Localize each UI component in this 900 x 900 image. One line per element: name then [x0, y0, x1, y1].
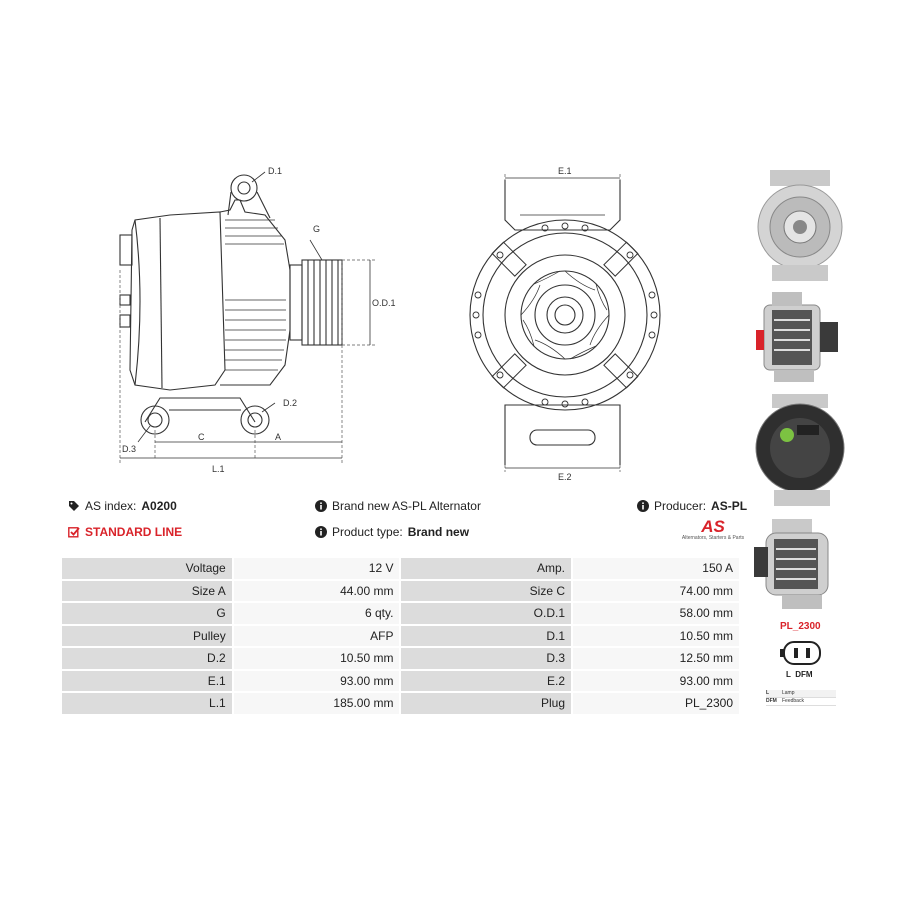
spec-value: 93.00 mm — [573, 671, 739, 692]
plug-connector-diagram — [778, 638, 826, 668]
info-icon — [315, 526, 327, 538]
product-type-value: Brand new — [407, 525, 470, 539]
as-index-label: AS index: — [85, 499, 137, 513]
spec-table — [60, 556, 741, 716]
spec-row — [62, 671, 739, 692]
product-type — [315, 525, 469, 539]
product-photo-side[interactable] — [752, 290, 848, 385]
producer-label: Producer: — [654, 499, 707, 513]
label-e2: E.2 — [558, 472, 572, 482]
label-g: G — [313, 224, 321, 234]
product-photo-rear[interactable] — [752, 390, 848, 510]
product-type-label: Product type: — [332, 525, 403, 539]
product-description — [315, 499, 481, 513]
plug-pin-desc: Lamp — [782, 690, 795, 696]
front-view-drawing — [460, 160, 680, 490]
spec-value: 6 qty. — [234, 603, 400, 624]
plug-pin-name: DFM — [766, 698, 777, 704]
plug-pin-name: L — [766, 690, 770, 696]
plug-pin-desc: Feedback — [782, 698, 804, 704]
spec-label: G — [62, 603, 232, 624]
spec-row — [62, 693, 739, 714]
spec-value: 150 A — [573, 558, 739, 579]
side-view-drawing — [100, 160, 396, 480]
plug-code: PL_2300 — [780, 621, 821, 632]
spec-label: Size C — [401, 581, 571, 602]
spec-row — [62, 558, 739, 579]
spec-value: 74.00 mm — [573, 581, 739, 602]
label-c: C — [198, 432, 205, 442]
spec-label: L.1 — [62, 693, 232, 714]
spec-value: 185.00 mm — [234, 693, 400, 714]
spec-label: Size A — [62, 581, 232, 602]
spec-row — [62, 603, 739, 624]
description-text: Brand new AS-PL Alternator — [332, 499, 481, 513]
logo-tagline: Alternators, Starters & Parts — [681, 535, 745, 541]
producer-value: AS-PL — [711, 499, 748, 513]
spec-label: D.3 — [401, 648, 571, 669]
spec-value: 12 V — [234, 558, 400, 579]
label-l1: L.1 — [212, 464, 225, 474]
checkbox-icon — [68, 526, 80, 538]
spec-row — [62, 648, 739, 669]
spec-value: 10.50 mm — [573, 626, 739, 647]
producer — [637, 499, 747, 513]
standard-line-text: STANDARD LINE — [85, 525, 183, 539]
label-e1: E.1 — [558, 166, 572, 176]
spec-label: D.1 — [401, 626, 571, 647]
spec-label: E.1 — [62, 671, 232, 692]
standard-line-badge — [68, 525, 182, 539]
as-pl-logo — [678, 518, 748, 541]
label-d2: D.2 — [283, 398, 298, 408]
spec-label: O.D.1 — [401, 603, 571, 624]
label-a: A — [275, 432, 282, 442]
spec-value: 10.50 mm — [234, 648, 400, 669]
spec-label: D.2 — [62, 648, 232, 669]
spec-value: 44.00 mm — [234, 581, 400, 602]
product-photo-angle[interactable] — [752, 515, 848, 615]
as-index — [68, 499, 177, 513]
as-index-value: A0200 — [141, 499, 177, 513]
logo-mark: AS — [701, 517, 725, 536]
info-icon — [315, 500, 327, 512]
spec-label: Plug — [401, 693, 571, 714]
spec-value: AFP — [234, 626, 400, 647]
spec-value: PL_2300 — [573, 693, 739, 714]
label-d3: D.3 — [122, 444, 137, 454]
spec-value: 58.00 mm — [573, 603, 739, 624]
info-icon — [637, 500, 649, 512]
plug-legend-row — [766, 690, 836, 698]
spec-value: 12.50 mm — [573, 648, 739, 669]
label-d1: D.1 — [268, 166, 283, 176]
spec-row — [62, 626, 739, 647]
tags-icon — [68, 500, 80, 512]
spec-label: E.2 — [401, 671, 571, 692]
spec-label: Pulley — [62, 626, 232, 647]
spec-row — [62, 581, 739, 602]
spec-value: 93.00 mm — [234, 671, 400, 692]
plug-pins: L DFM — [786, 670, 813, 679]
label-od1: O.D.1 — [372, 298, 396, 308]
product-photo-front[interactable] — [752, 165, 848, 285]
plug-legend — [766, 690, 836, 706]
spec-label: Voltage — [62, 558, 232, 579]
plug-legend-row — [766, 698, 836, 706]
spec-label: Amp. — [401, 558, 571, 579]
